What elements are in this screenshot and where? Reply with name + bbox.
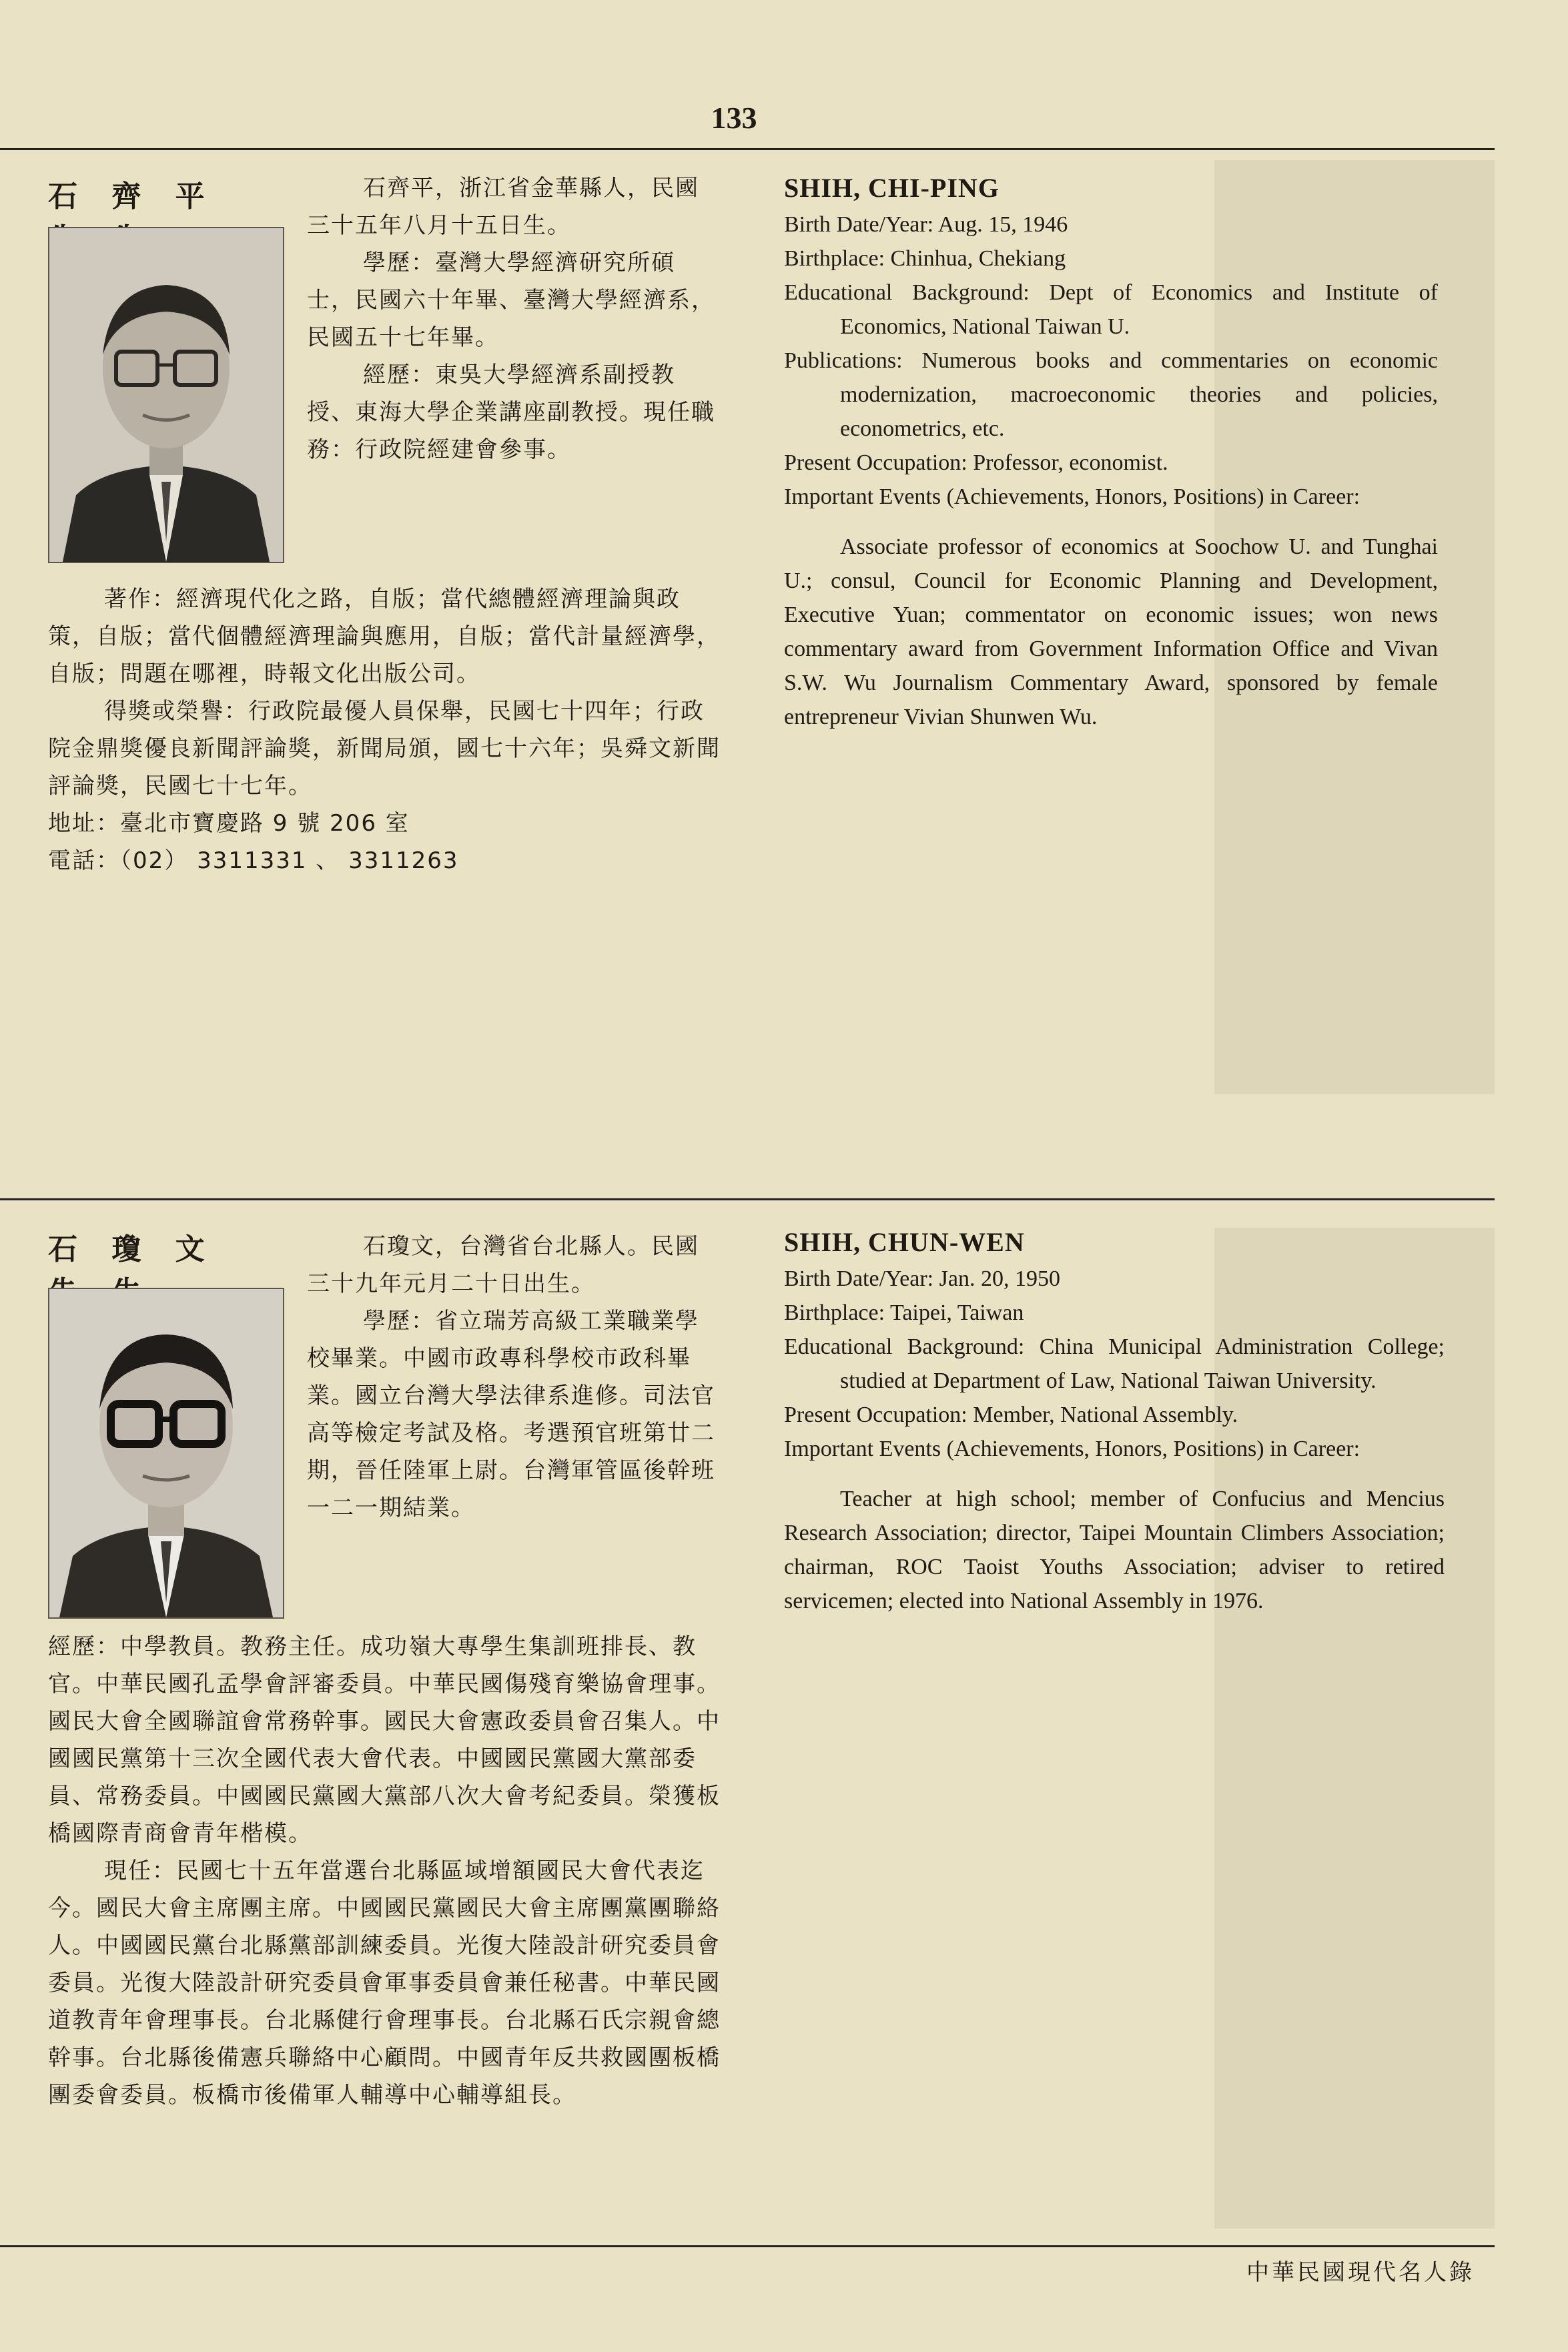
entry-zh-text-top [307,1228,721,1527]
en-events-label: Important Events (Achievements, Honors, Positions) in Career: [784,1437,1360,1461]
portrait-photo-icon [49,1289,283,1617]
en-birth: Birth Date/Year: Jan. 20, 1950 [784,1266,1060,1291]
entry-zh-text-full [48,1628,722,2114]
en-education: Educational Background: Dept of Economics and Institute of Economics, National Taiwan U. [784,280,1438,339]
portrait-photo-icon [49,228,283,562]
en-name: SHIH, CHUN-WEN [784,1227,1025,1257]
zh-phone: 電話：（02） 3311331 、 3311263 [48,847,459,874]
en-education: Educational Background: China Municipal Administration College; studied at Department of Law, National Taiwan University. [784,1334,1445,1393]
entry-title-zh: 石 齊 平 [48,179,217,214]
en-events: Associate professor of economics at Soochow U. and Tunghai U.; consul, Council for Economic Planning and Development, Executive Yuan; commentator on economic issues; won news commentary award from Government Information Office and Vivan S.W. Wu Journalism Commentary Award, sponsored by female entrepreneur Vivian Shunwen Wu. [784,534,1438,729]
footer-rule [0,2245,1495,2247]
zh-present: 現任：民國七十五年當選台北縣區域增額國民大會代表迄今。國民大會主席團主席。中國國民黨國民大會主席團黨團聯絡人。中國國民黨台北縣黨部訓練委員。光復大陸設計研究委員會委員。光復大陸設計研究委員會軍事委員會兼任秘書。中華民國道教青年會理事長。台北縣健行會理事長。台北縣石氏宗親會總幹事。台北縣後備憲兵聯絡中心顧問。中國青年反共救國團板橋團委會委員。板橋市後備軍人輔導中心輔導組長。 [48,1858,721,2108]
en-occupation: Present Occupation: Member, National Assembly. [784,1403,1238,1427]
zh-address: 地址：臺北市寶慶路 9 號 206 室 [48,810,410,837]
en-events: Teacher at high school; member of Confucius and Mencius Research Association; director, Taipei Mountain Climbers Association; chairman, ROC Taoist Youths Association; adviser to retired servicemen; elected into National Assembly in 1976. [784,1487,1445,1613]
entry-separator-rule [0,1198,1495,1200]
en-birthplace: Birthplace: Taipei, Taiwan [784,1300,1024,1325]
page-number: 133 [711,101,757,135]
portrait-photo [48,227,284,563]
zh-honors: 得獎或榮譽：行政院最優人員保舉，民國七十四年；行政院金鼎獎優良新聞評論獎，新聞局頒，國七十六年；吳舜文新聞評論獎，民國七十七年。 [48,698,721,799]
zh-intro: 石瓊文，台灣省台北縣人。民國三十九年元月二十日出生。 [307,1233,699,1297]
zh-intro: 石齊平，浙江省金華縣人，民國三十五年八月十五日生。 [307,175,699,239]
zh-education: 學歷：省立瑞芳高級工業職業學校畢業。中國市政專科學校市政科畢業。國立台灣大學法律系進修。司法官高等檢定考試及格。考選預官班第廿二期，晉任陸軍上尉。台灣軍管區後幹班一二一期結業。 [307,1308,715,1521]
en-occupation: Present Occupation: Professor, economist. [784,450,1168,475]
entry-zh-text-full [48,580,722,879]
zh-experience: 經歷：中學教員。教務主任。成功嶺大專學生集訓班排長、教官。中華民國孔孟學會評審委員。中華民國傷殘育樂協會理事。國民大會全國聯誼會常務幹事。國民大會憲政委員會召集人。中國國民黨第十三次全國代表大會代表。中國國民黨國大黨部委員、常務委員。中國國民黨國大黨部八次大會考紀委員。榮獲板橋國際青商會青年楷模。 [48,1633,721,1847]
en-events-label: Important Events (Achievements, Honors, Positions) in Career: [784,484,1360,509]
en-name: SHIH, CHI-PING [784,173,1000,203]
header-rule [0,148,1495,150]
en-publications: Publications: Numerous books and commentaries on economic modernization, macroeconomic theories and policies, econometrics, etc. [784,348,1438,441]
zh-education: 學歷：臺灣大學經濟研究所碩士，民國六十年畢、臺灣大學經濟系，民國五十七年畢。 [307,250,715,351]
entry-en-text [784,172,1438,734]
en-birth: Birth Date/Year: Aug. 15, 1946 [784,212,1068,237]
entry-en-text [784,1226,1445,1618]
entry-title-zh: 石 瓊 文 [48,1232,217,1266]
zh-works: 著作：經濟現代化之路，自版；當代總體經濟理論與政策，自版；當代個體經濟理論與應用，自版；當代計量經濟學，自版；問題在哪裡，時報文化出版公司。 [48,586,721,687]
portrait-photo [48,1288,284,1619]
en-birthplace: Birthplace: Chinhua, Chekiang [784,246,1066,271]
entry-zh-text-top [307,169,721,468]
footer-book-title: 中華民國現代名人錄 [1246,2259,1475,2286]
zh-experience: 經歷：東吳大學經濟系副授教授、東海大學企業講座副教授。現任職務：行政院經建會參事。 [307,362,715,463]
